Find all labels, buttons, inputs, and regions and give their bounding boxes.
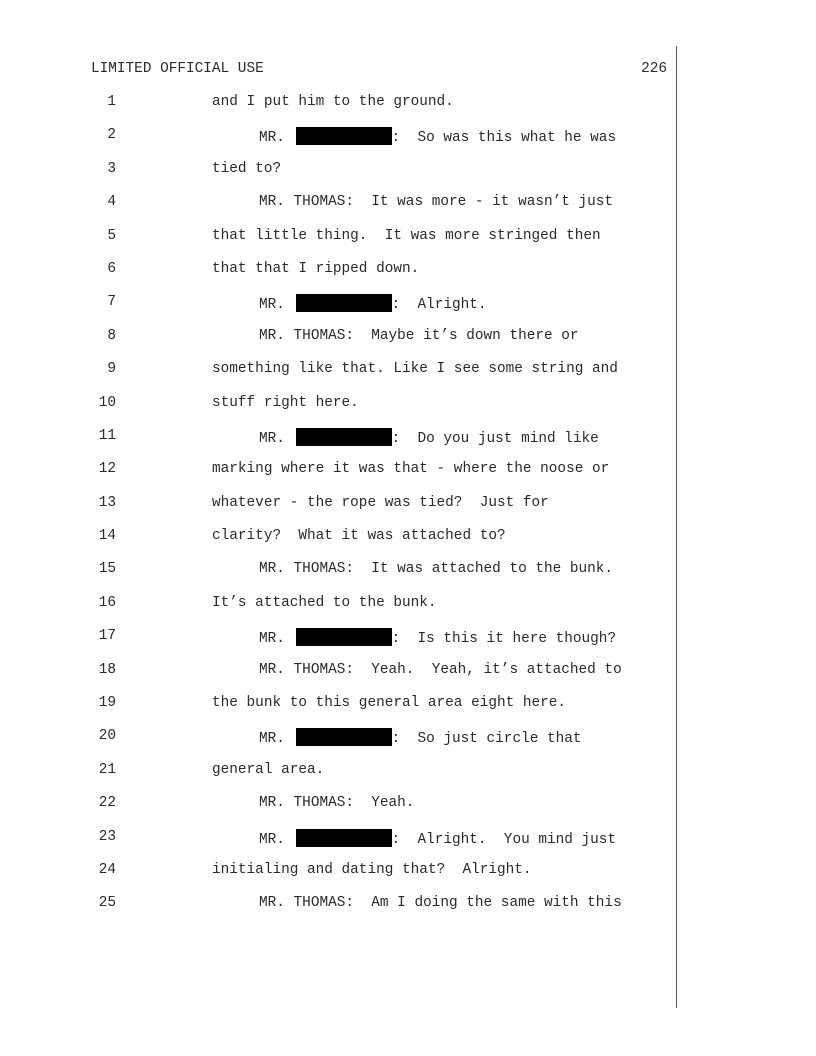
line-text: [212, 261, 419, 277]
transcript-line: [0, 660, 676, 693]
line-number: 21: [98, 761, 116, 778]
transcript-lines: [0, 92, 676, 927]
line-text: [212, 695, 566, 711]
speaker-prefix: MR.: [259, 731, 294, 748]
line-number: 3: [107, 160, 116, 177]
spoken-text: general area.: [212, 761, 325, 778]
line-text: [259, 895, 622, 911]
spoken-text: that that I ripped down.: [212, 260, 420, 277]
line-text: [259, 829, 616, 848]
line-text: [212, 94, 454, 110]
line-text: [212, 762, 324, 778]
line-number: 8: [107, 327, 116, 344]
transcript-line: [0, 226, 676, 259]
line-text: [212, 862, 532, 878]
redaction-box: [296, 628, 392, 646]
spoken-text: that little thing. It was more stringed then: [212, 227, 601, 244]
transcript-line: [0, 893, 676, 926]
page-header: [91, 61, 667, 81]
line-text: [212, 495, 549, 511]
line-text: [259, 795, 414, 811]
spoken-text: MR. THOMAS: Maybe it’s down there or: [259, 327, 579, 344]
line-text: [259, 194, 613, 210]
speaker-prefix: MR.: [259, 631, 294, 648]
spoken-text: something like that. Like I see some string and: [212, 361, 618, 378]
speaker-prefix: MR.: [259, 831, 294, 848]
transcript-line: [0, 827, 676, 860]
spoken-text: MR. THOMAS: Am I doing the same with this: [259, 895, 622, 912]
spoken-text: It’s attached to the bunk.: [212, 594, 437, 611]
spoken-text: marking where it was that - where the noose or: [212, 461, 610, 478]
page-number: 226: [641, 61, 667, 77]
line-number: 4: [107, 194, 116, 211]
line-number: 17: [98, 628, 116, 645]
spoken-text: stuff right here.: [212, 394, 359, 411]
spoken-text: and I put him to the ground.: [212, 94, 454, 110]
line-text: [259, 127, 616, 146]
line-text: [259, 728, 582, 747]
spoken-text: MR. THOMAS: It was attached to the bunk.: [259, 561, 614, 578]
line-number: 25: [98, 895, 116, 912]
classification-label: LIMITED OFFICIAL USE: [91, 61, 264, 77]
transcript-line: [0, 192, 676, 225]
line-text: [259, 662, 622, 678]
transcript-line: [0, 559, 676, 592]
transcript-line: [0, 159, 676, 192]
line-text: [212, 361, 618, 377]
line-number: 14: [98, 528, 116, 545]
transcript-line: [0, 393, 676, 426]
spoken-text: whatever - the rope was tied? Just for: [212, 494, 549, 511]
line-number: 23: [98, 828, 116, 845]
transcript-line: [0, 326, 676, 359]
transcript-line: [0, 426, 676, 459]
spoken-text: : So was this what he was: [391, 130, 617, 147]
line-number: 6: [107, 260, 116, 277]
transcript-line: [0, 860, 676, 893]
spoken-text: the bunk to this general area eight here.: [212, 695, 567, 712]
line-text: [212, 228, 601, 244]
line-number: 11: [98, 427, 116, 444]
spoken-text: clarity? What it was attached to?: [212, 528, 506, 545]
line-number: 22: [98, 795, 116, 812]
transcript-line: [0, 793, 676, 826]
line-number: 19: [98, 695, 116, 712]
spoken-text: : Is this it here though?: [391, 631, 617, 648]
transcript-line: [0, 626, 676, 659]
spoken-text: : Alright.: [391, 297, 487, 314]
line-text: [259, 561, 613, 577]
line-number: 1: [107, 94, 116, 110]
spoken-text: : So just circle that: [391, 731, 582, 748]
line-number: 7: [107, 294, 116, 311]
line-number: 15: [98, 561, 116, 578]
spoken-text: : Do you just mind like: [391, 430, 599, 447]
redaction-box: [296, 428, 392, 446]
speaker-prefix: MR.: [259, 297, 294, 314]
line-text: [212, 461, 609, 477]
transcript-line: [0, 259, 676, 292]
redaction-box: [296, 294, 392, 312]
line-text: [212, 528, 506, 544]
redaction-box: [296, 829, 392, 847]
transcript-line: [0, 760, 676, 793]
transcript-line: [0, 459, 676, 492]
line-text: [259, 328, 579, 344]
line-number: 12: [98, 461, 116, 478]
line-text: [259, 294, 487, 313]
right-margin-rule: [676, 46, 677, 1008]
transcript-line: [0, 292, 676, 325]
line-text: [259, 628, 616, 647]
transcript-line: [0, 92, 676, 125]
line-number: 18: [98, 661, 116, 678]
transcript-line: [0, 693, 676, 726]
line-number: 2: [107, 127, 116, 144]
redaction-box: [296, 728, 392, 746]
line-number: 13: [98, 494, 116, 511]
line-number: 10: [98, 394, 116, 411]
spoken-text: : Alright. You mind just: [391, 831, 617, 848]
speaker-prefix: MR.: [259, 430, 294, 447]
transcript-line: [0, 125, 676, 158]
transcript-line: [0, 593, 676, 626]
line-number: 20: [98, 728, 116, 745]
redaction-box: [296, 127, 392, 145]
transcript-line: [0, 493, 676, 526]
spoken-text: MR. THOMAS: It was more - it wasn’t just: [259, 194, 614, 211]
speaker-prefix: MR.: [259, 130, 294, 147]
line-text: [212, 395, 359, 411]
line-text: [259, 428, 599, 447]
line-text: [212, 595, 437, 611]
transcript-line: [0, 726, 676, 759]
line-number: 16: [98, 594, 116, 611]
spoken-text: tied to?: [212, 160, 282, 177]
line-text: [212, 161, 281, 177]
line-number: 9: [107, 361, 116, 378]
line-number: 5: [107, 227, 116, 244]
spoken-text: MR. THOMAS: Yeah. Yeah, it’s attached to: [259, 661, 622, 678]
line-number: 24: [98, 861, 116, 878]
transcript-line: [0, 526, 676, 559]
spoken-text: MR. THOMAS: Yeah.: [259, 795, 415, 812]
transcript-line: [0, 359, 676, 392]
spoken-text: initialing and dating that? Alright.: [212, 861, 532, 878]
